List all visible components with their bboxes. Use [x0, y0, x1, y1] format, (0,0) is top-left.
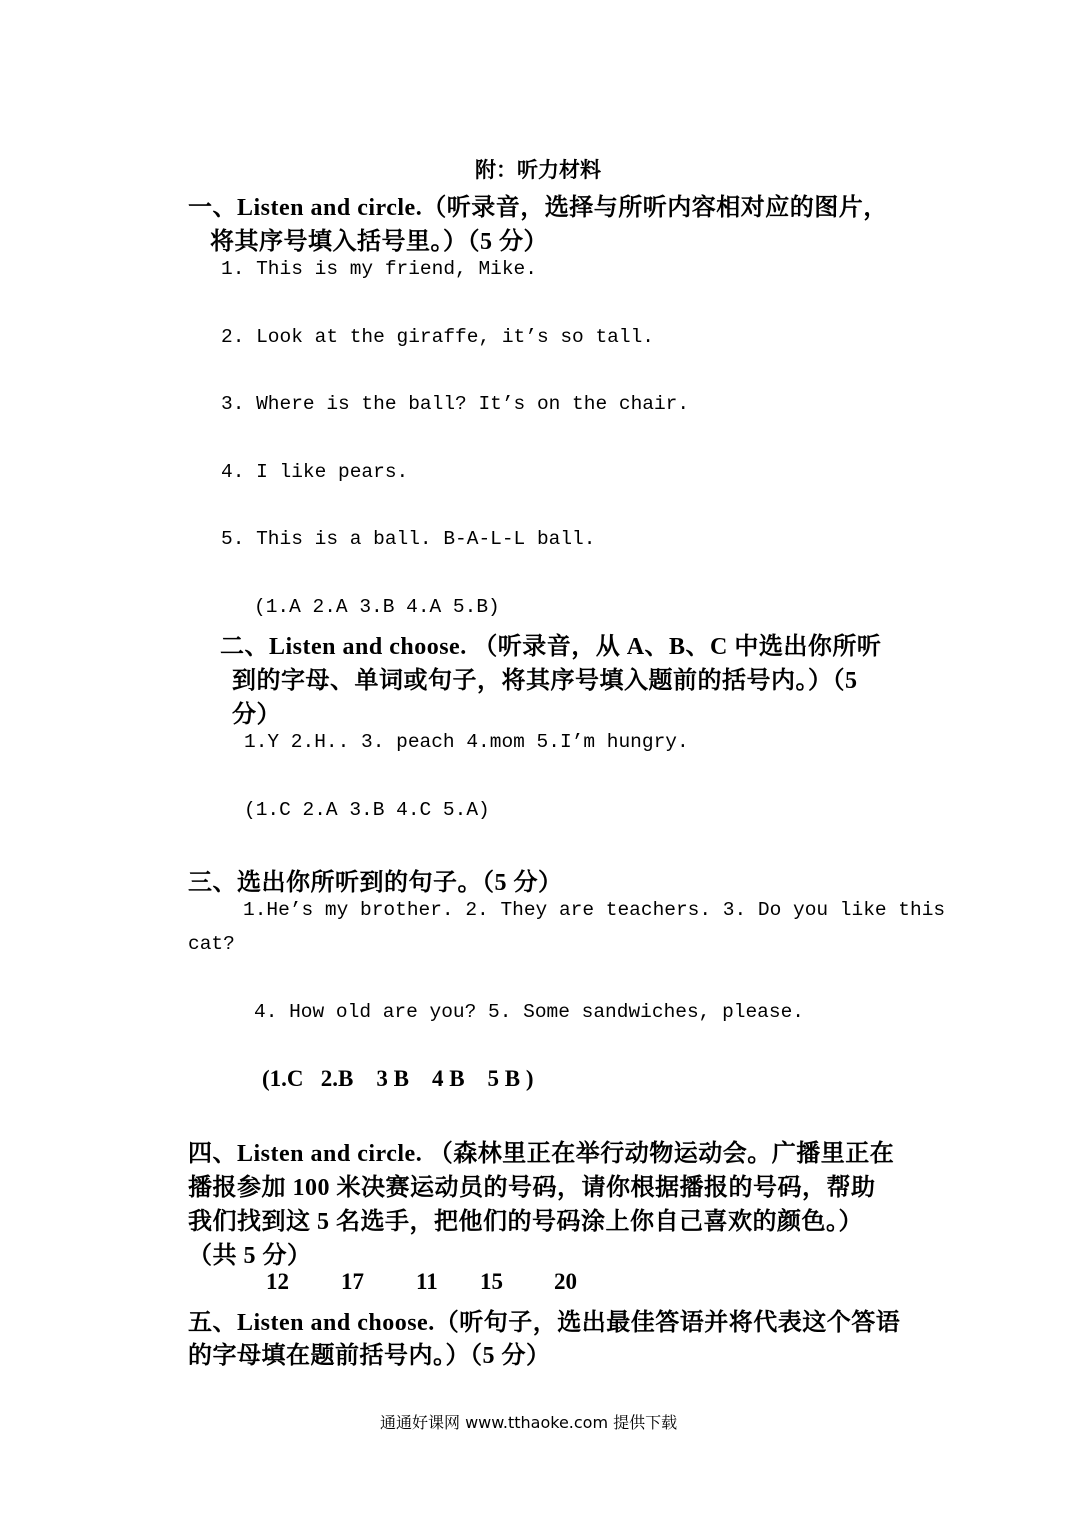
runner-number: 17 [341, 1269, 364, 1294]
section5-heading-line2: 的字母填在题前括号内。）（5 分） [188, 1343, 551, 1369]
section2-items: 1.Y 2.H.. 3. peach 4.mom 5.I’m hungry. [244, 731, 689, 753]
section3-items-line1: 1.He’s my brother. 2. They are teachers. 3. Do you like this [243, 899, 946, 921]
section4-heading-line4: （共 5 分） [188, 1243, 312, 1269]
section4-heading-line2: 播报参加 100 米决赛运动员的号码，请你根据播报的号码，帮助 [188, 1175, 876, 1201]
section1-heading-line1: 一、Listen and circle.（听录音，选择与所听内容相对应的图片， [188, 195, 888, 221]
section5-heading-line1: 五、Listen and choose.（听句子，选出最佳答语并将代表这个答语 [188, 1310, 901, 1336]
page-footer: 通通好课网 www.tthaoke.com 提供下载 [380, 1413, 678, 1432]
section2-heading-line1: 二、Listen and choose. （听录音，从 A、B、C 中选出你所听 [220, 634, 882, 660]
section2-heading-line2: 到的字母、单词或句子，将其序号填入题前的括号内。）（5 [232, 668, 858, 694]
section4-heading-line1: 四、Listen and circle. （森林里正在举行动物运动会。广播里正在 [188, 1141, 895, 1167]
section1-item-5: 5. This is a ball. B-A-L-L ball. [221, 528, 596, 550]
section1-answers: (1.A 2.A 3.B 4.A 5.B) [254, 596, 500, 618]
runner-number: 11 [416, 1269, 438, 1294]
section1-item-3: 3. Where is the ball? It’s on the chair. [221, 393, 690, 415]
section3-items-line3: 4. How old are you? 5. Some sandwiches, please. [254, 1001, 804, 1023]
runner-number: 15 [480, 1269, 503, 1294]
section1-item-4: 4. I like pears. [221, 461, 409, 483]
section2-heading-line3: 分） [232, 702, 281, 728]
section3-items-line2: cat? [188, 933, 235, 955]
page-title: 附：听力材料 [475, 157, 601, 182]
runner-number: 12 [266, 1269, 289, 1294]
runner-number: 20 [554, 1269, 577, 1294]
section3-answers: (1.C 2.B 3 B 4 B 5 B ) [262, 1066, 534, 1091]
section4-heading-line3: 我们找到这 5 名选手，把他们的号码涂上你自己喜欢的颜色。） [188, 1209, 863, 1235]
section2-answers: (1.C 2.A 3.B 4.C 5.A) [244, 799, 490, 821]
section3-heading: 三、选出你所听到的句子。（5 分） [188, 870, 563, 896]
section1-item-1: 1. This is my friend, Mike. [221, 258, 537, 280]
section1-heading-line2: 将其序号填入括号里。）（5 分） [210, 229, 548, 255]
section1-item-2: 2. Look at the giraffe, it’s so tall. [221, 326, 654, 348]
